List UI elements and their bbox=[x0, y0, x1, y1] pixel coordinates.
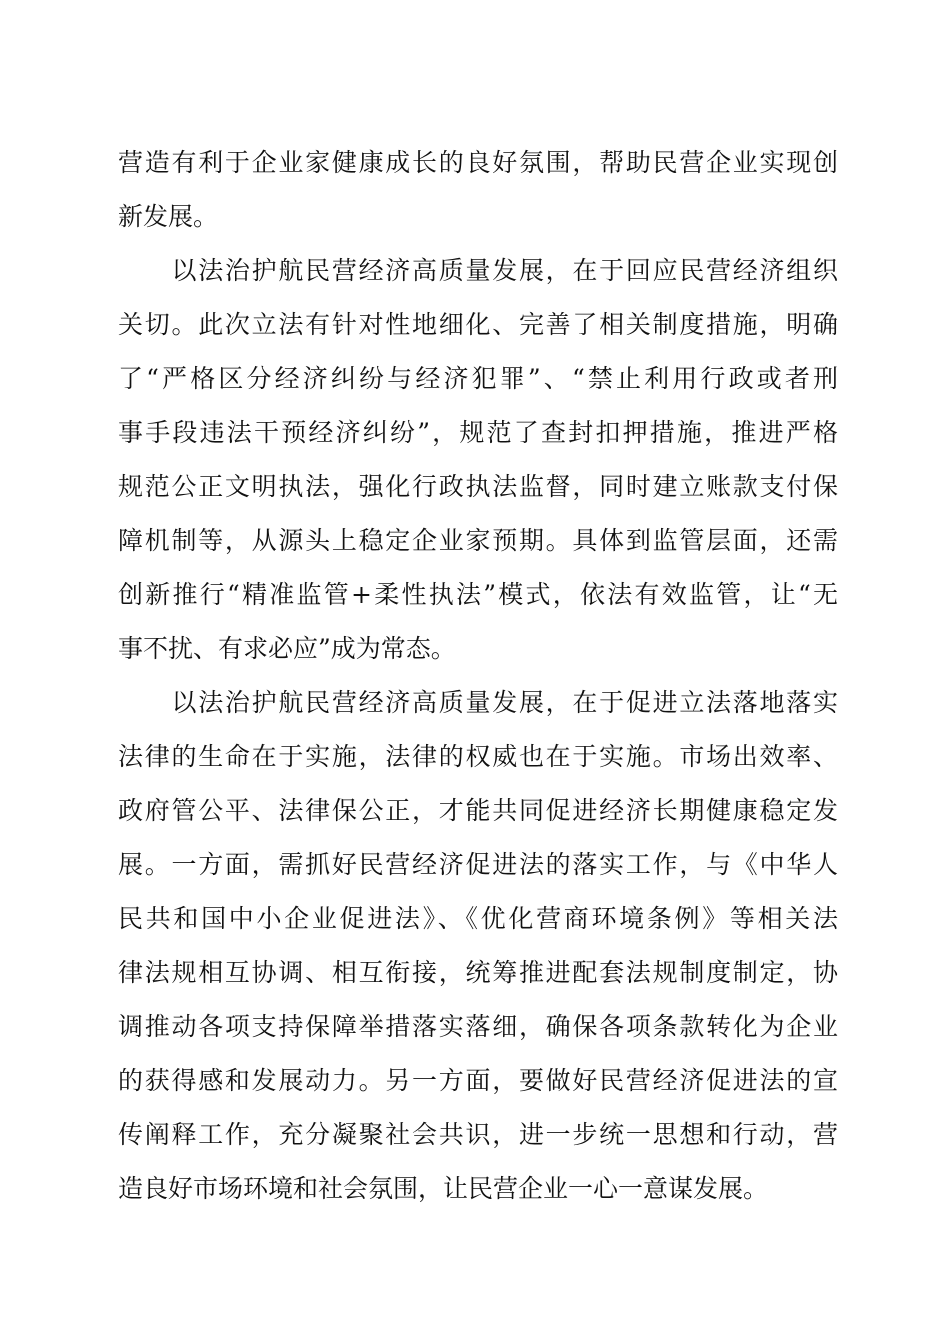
text-line: 政府管公平、法律保公正，才能共同促进经济长期健康稳定发 bbox=[118, 796, 838, 825]
text-line: 法律的生命在于实施，法律的权威也在于实施。市场出效率、 bbox=[118, 742, 838, 771]
text-line: 以法治护航民营经济高质量发展，在于促进立法落地落实 bbox=[118, 688, 838, 717]
text-line: 调推动各项支持保障举措落实落细，确保各项条款转化为企业 bbox=[118, 1012, 838, 1041]
text-line: 律法规相互协调、相互衔接，统筹推进配套法规制度制定，协 bbox=[118, 958, 838, 987]
text-line: 展。一方面，需抓好民营经济促进法的落实工作，与《中华人 bbox=[118, 850, 838, 879]
text-line: 新发展。 bbox=[118, 202, 219, 231]
text-line: 创新推行“精准监管+柔性执法”模式，依法有效监管，让“无 bbox=[118, 580, 838, 609]
text-line: 障机制等，从源头上稳定企业家预期。具体到监管层面，还需 bbox=[118, 526, 838, 555]
text-line: 了“严格区分经济纠纷与经济犯罪”、“禁止利用行政或者刑 bbox=[118, 364, 838, 393]
text-line: 关切。此次立法有针对性地细化、完善了相关制度措施，明确 bbox=[118, 310, 838, 339]
paragraph-1 bbox=[118, 136, 838, 244]
text-line: 的获得感和发展动力。另一方面，要做好民营经济促进法的宣 bbox=[118, 1066, 838, 1095]
text-line: 传阐释工作，充分凝聚社会共识，进一步统一思想和行动，营 bbox=[118, 1120, 838, 1149]
body-text bbox=[118, 136, 838, 1216]
text-line: 以法治护航民营经济高质量发展，在于回应民营经济组织 bbox=[118, 256, 838, 285]
text-line: 民共和国中小企业促进法》、《优化营商环境条例》等相关法 bbox=[118, 904, 838, 933]
text-line: 营造有利于企业家健康成长的良好氛围，帮助民营企业实现创 bbox=[118, 148, 838, 177]
paragraph-2 bbox=[118, 244, 838, 676]
text-line: 造良好市场环境和社会氛围，让民营企业一心一意谋发展。 bbox=[118, 1174, 769, 1203]
paragraph-3 bbox=[118, 676, 838, 1216]
text-line: 规范公正文明执法，强化行政执法监督，同时建立账款支付保 bbox=[118, 472, 838, 501]
text-line: 事手段违法干预经济纠纷”，规范了查封扣押措施，推进严格 bbox=[118, 418, 838, 447]
text-line: 事不扰、有求必应”成为常态。 bbox=[118, 634, 456, 663]
